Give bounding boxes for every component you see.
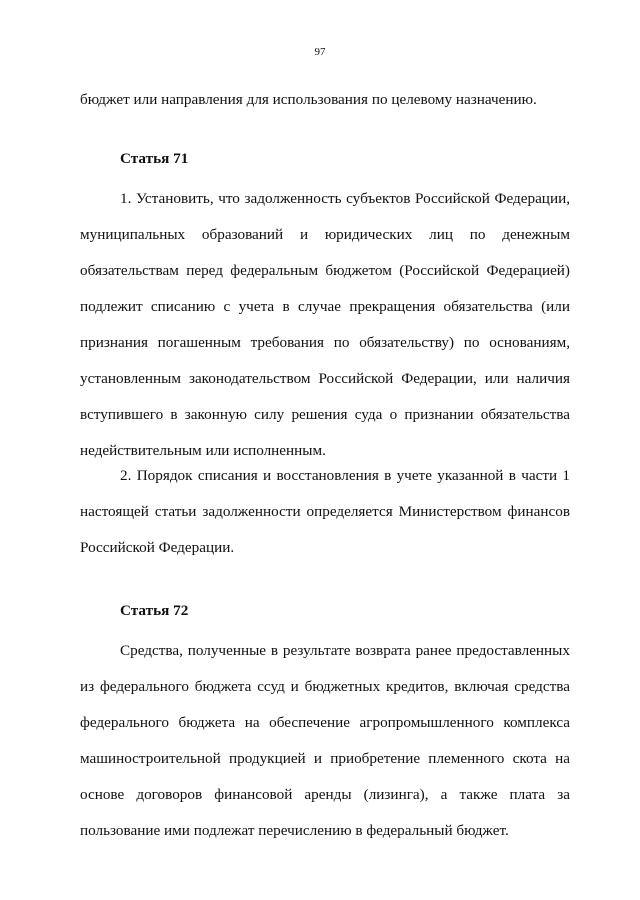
article-71-paragraph-2: [80, 458, 570, 566]
article-72-heading: Статья 72: [120, 602, 189, 619]
paragraph-line: федерального бюджета на обеспечение агропромышленного комплекса: [80, 714, 570, 731]
paragraph-line: Средства, полученные в результате возврата ранее предоставленных: [120, 642, 570, 659]
paragraph-line: подлежит списанию с учета в случае прекращения обязательства (или: [80, 298, 570, 315]
page-number: 97: [314, 46, 326, 58]
continuation-text: [80, 82, 570, 118]
article-71-paragraph-1: [80, 181, 570, 469]
paragraph-line: пользование ими подлежат перечислению в федеральный бюджет.: [80, 822, 509, 839]
paragraph-line: недействительным или исполненным.: [80, 442, 326, 459]
paragraph-line: установленным законодательством Российской Федерации, или наличия: [80, 370, 570, 387]
paragraph-line: 2. Порядок списания и восстановления в учете указанной в части 1: [120, 467, 570, 484]
paragraph-line: основе договоров финансовой аренды (лизинга), а также плата за: [80, 786, 570, 803]
paragraph-line: настоящей статьи задолженности определяется Министерством финансов: [80, 503, 570, 520]
paragraph-line: муниципальных образований и юридических лиц по денежным: [80, 226, 570, 243]
paragraph-line: обязательствам перед федеральным бюджетом (Российской Федерацией): [80, 262, 570, 279]
article-72-paragraph-1: [80, 633, 570, 849]
continuation-line: бюджет или направления для использования по целевому назначению.: [80, 91, 537, 108]
paragraph-line: признания погашенным требования по обязательству) по основаниям,: [80, 334, 570, 351]
paragraph-line: машиностроительной продукцией и приобретение племенного скота на: [80, 750, 570, 767]
paragraph-line: вступившего в законную силу решения суда о признании обязательства: [80, 406, 570, 423]
paragraph-line: 1. Установить, что задолженность субъектов Российской Федерации,: [120, 190, 570, 207]
paragraph-line: Российской Федерации.: [80, 539, 235, 556]
article-71-heading: Статья 71: [120, 150, 189, 167]
paragraph-line: из федерального бюджета ссуд и бюджетных кредитов, включая средства: [80, 678, 570, 695]
